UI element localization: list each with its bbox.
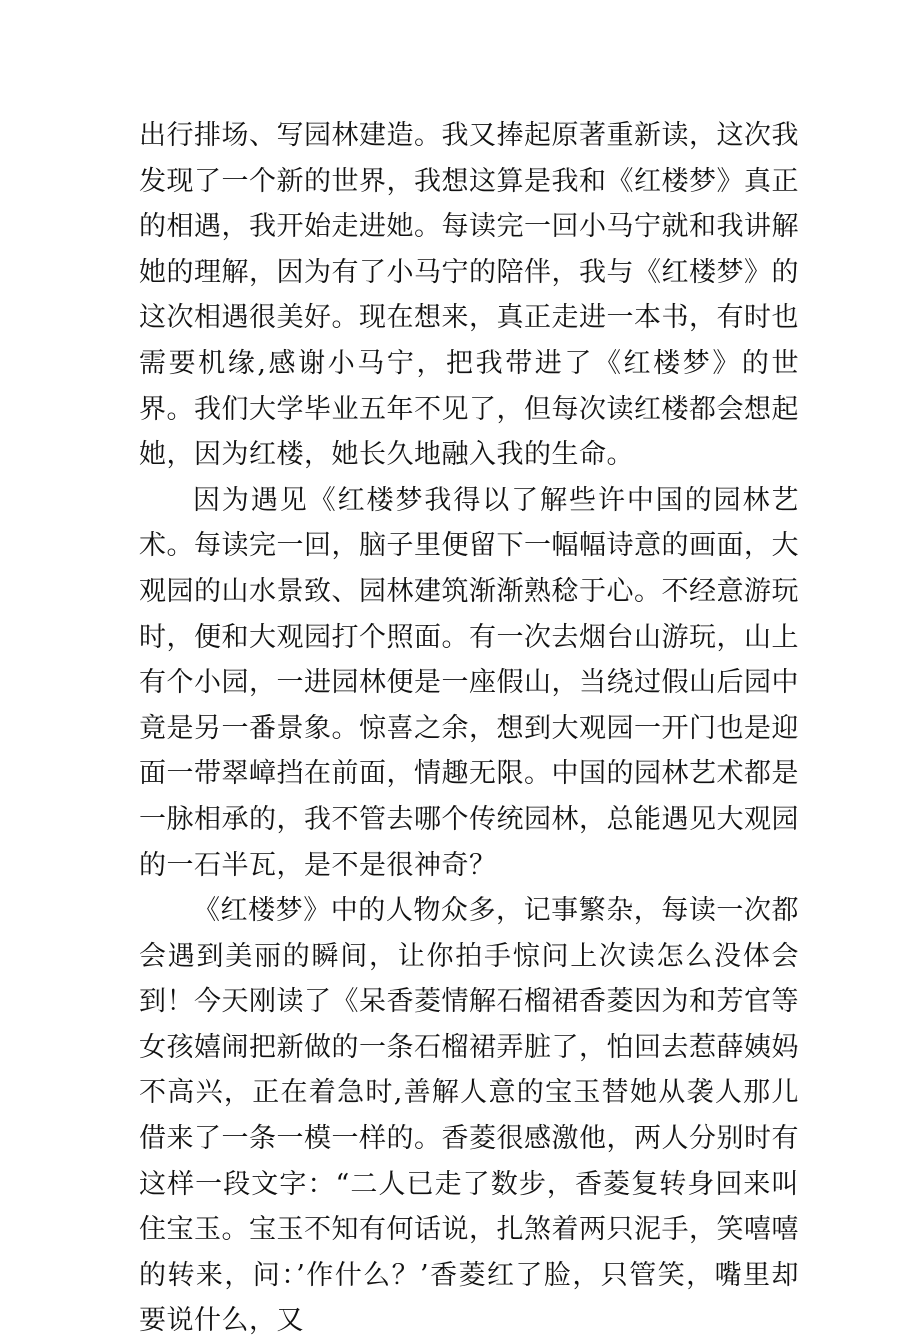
- paragraph-1: 出行排场、写园林建造。我又捧起原著重新读，这次我发现了一个新的世界，我想这算是我和《红楼梦》真正的相遇，我开始走进她。每读完一回小马宁就和我讲解她的理解，因为有了小马宁的陪伴，我与《红楼梦》的这次相遇很美好。现在想来，真正走进一本书，有时也需要机缘,感谢小马宁，把我带进了《红楼梦》的世界。我们大学毕业五年不见了，但每次读红楼都会想起她，因为红楼，她长久地融入我的生命。: [139, 120, 799, 471]
- paragraph-3: 《红楼梦》中的人物众多，记事繁杂，每读一次都会遇到美丽的瞬间，让你拍手惊问上次读怎么没体会到！今天刚读了《呆香菱情解石榴裙香菱因为和芳官等女孩嬉闹把新做的一条石榴裙弄脏了，怕回去惹薛姨妈不高兴，正在着急时,善解人意的宝玉替她从袭人那儿借来了一条一模一样的。香菱很感激他，两人分别时有这样一段文字：“二人已走了数步，香菱复转身回来叫住宝玉。宝玉不知有何话说，扎煞着两只泥手，笑嘻嘻的转来，问：’作什么？’香菱红了脸，只管笑，嘴里却要说什么，又: [139, 895, 799, 1337]
- body-text: [139, 113, 799, 1344]
- paragraph-2: 因为遇见《红楼梦我得以了解些许中国的园林艺术。每读完一回，脑子里便留下一幅幅诗意的画面，大观园的山水景致、园林建筑渐渐熟稔于心。不经意游玩时，便和大观园打个照面。有一次去烟台山游玩，山上有个小园，一进园林便是一座假山，当绕过假山后园中竟是另一番景象。惊喜之余，想到大观园一开门也是迎面一带翠嶂挡在前面，情趣无限。中国的园林艺术都是一脉相承的，我不管去哪个传统园林，总能遇见大观园的一石半瓦，是不是很神奇？: [139, 484, 799, 881]
